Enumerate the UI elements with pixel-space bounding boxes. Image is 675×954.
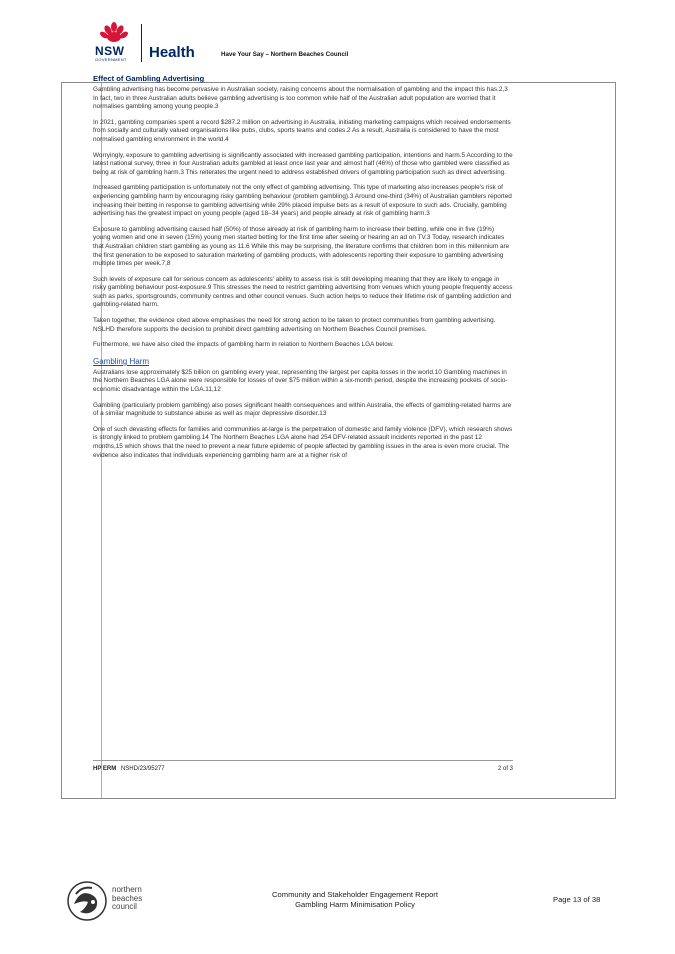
northern-beaches-council-logo-icon [66, 880, 108, 922]
erm-label: HP ERM [93, 766, 117, 772]
have-your-say-title: Have Your Say – Northern Beaches Council [221, 51, 349, 58]
council-name: northern beaches council [112, 885, 143, 911]
paragraph: Increased gambling participation is unfortunately not the only effect of gambling advertising. This type of marketing also increases people's risk of experiencing gambling harm by encouraging risky gambling behaviour (problem gambling).3 Around one-third (34%) of Australian gamblers reported increasing their betting in response to gambling advertising while 29% placed impulse bets as a result of exposure to such ads. Crucially, gambling advertising has the greatest impact on young people (aged 18–34 years) and people already at risk of gambling harm.3 [93, 184, 512, 218]
paragraph: Exposure to gambling advertising caused half (50%) of those already at risk of gambling harm to increase their betting, while one in five (19%) young women and one in seven (15%) young men started betting for the first time after seeing or hearing an ad on TV.3 Today, research indicates that Australian children start gambling as young as 11.6 While this may be surprising, the literature confirms that children born in this millennium are the first generation to be exposed to saturation marketing of gambling products, with adolescents reporting their exposure to gambling advertising multiple times per week.7,8 [93, 225, 510, 268]
paragraph: Taken together, the evidence cited above emphasises the need for strong action to be taken to protect communities from gambling advertising. NSLHD therefore supports the decision to prohibit direct gambling advertising on Northern Beaches Council premises. [93, 317, 496, 333]
paragraph: Australians lose approximately $25 billion on gambling every year, representing the largest per capita losses in the world.10 Gambling machines in the Northern Beaches LGA alone were responsible for losses of over $75 million within a six-month period, despite the increasing pockets of socio-economic disadvantage within the LGA.11,12 [93, 368, 508, 394]
letter-header [93, 22, 513, 66]
report-subtitle: Gambling Harm Minimisation Policy [295, 900, 415, 909]
paragraph: Furthermore, we have also cited the impacts of gambling harm in relation to Northern Beaches LGA below. [93, 341, 394, 349]
erm-number: NSHD/23/95277 [120, 766, 165, 772]
erm-reference [93, 766, 165, 772]
paragraph: Worryingly, exposure to gambling advertising is significantly associated with increased gambling participation, intentions and harm.5 According to the latest national survey, three in four Australian adults gambled at least once last year and almost half (46%) of those who gambled were classified as being at risk of gambling harm.3 This reiterates the urgent need to address established drivers of gambling participation such as direct advertising. [93, 151, 513, 176]
section-heading-gambling-harm[interactable]: Gambling Harm [93, 356, 150, 366]
government-logo-text: GOVERNMENT [95, 57, 127, 62]
section-heading-advertising: Effect of Gambling Advertising [93, 74, 205, 83]
letter-page-number: 2 of 3 [497, 766, 513, 772]
page-number: Page 13 of 38 [553, 895, 601, 904]
paragraph: Gambling (particularly problem gambling) also poses significant health consequences and within Australia, the effects of gambling-related harms are of a similar magnitude to substance abuse as well as major depressive disorder.13 [93, 401, 512, 418]
report-title-block [240, 890, 470, 910]
nsw-logo-text: NSW [95, 44, 125, 58]
paragraph: Gambling advertising has become pervasive in Australian society, raising concerns about the normalisation of gambling and the impact this has.2,3 In fact, two in three Australian adults believe gambling advertising is too common while half of the Australian adult population are worried that it normalises gambling among young people.3 [93, 86, 508, 111]
paragraph: One of such devasting effects for families and communities at-large is the perpetration of domestic and family violence (DFV), which research shows is strongly linked to problem gambling.14 The Northern Beaches LGA alone had 254 DFV-related assault incidents reported in the past 12 months,15 which shows that the need to prevent a near future epidemic of people affected by gambling issues in the area is even more crucial. The evidence also indicates that individuals experiencing gambling harm are at a higher risk of [93, 425, 513, 459]
report-title: Community and Stakeholder Engagement Report [272, 890, 438, 899]
paragraph: In 2021, gambling companies spent a record $287.2 million on advertising in Australia, initiating marketing campaigns which received endorsements from socially and culturally valued organisations like pubs, clubs, sports teams and codes.2 As a result, Australia is considered to have the most normalised gambling environment in the world.4 [93, 118, 511, 143]
header-divider [141, 24, 142, 62]
waratah-logo-icon [99, 22, 129, 44]
health-title: Health [149, 44, 195, 61]
embedded-letter-page [93, 22, 513, 467]
letter-footer [93, 760, 513, 772]
paragraph: Such levels of exposure call for serious concern as adolescents' ability to assess risk is still developing meaning that they are likely to engage in risky gambling behaviour post-exposure.9 This stresses the need to restrict gambling advertising from venues which young people frequently access such as parks, sportsgrounds, community centres and other council venues. Such action helps to reduce their lifetime risk of gambling addiction and gambling-related harm. [93, 275, 513, 309]
